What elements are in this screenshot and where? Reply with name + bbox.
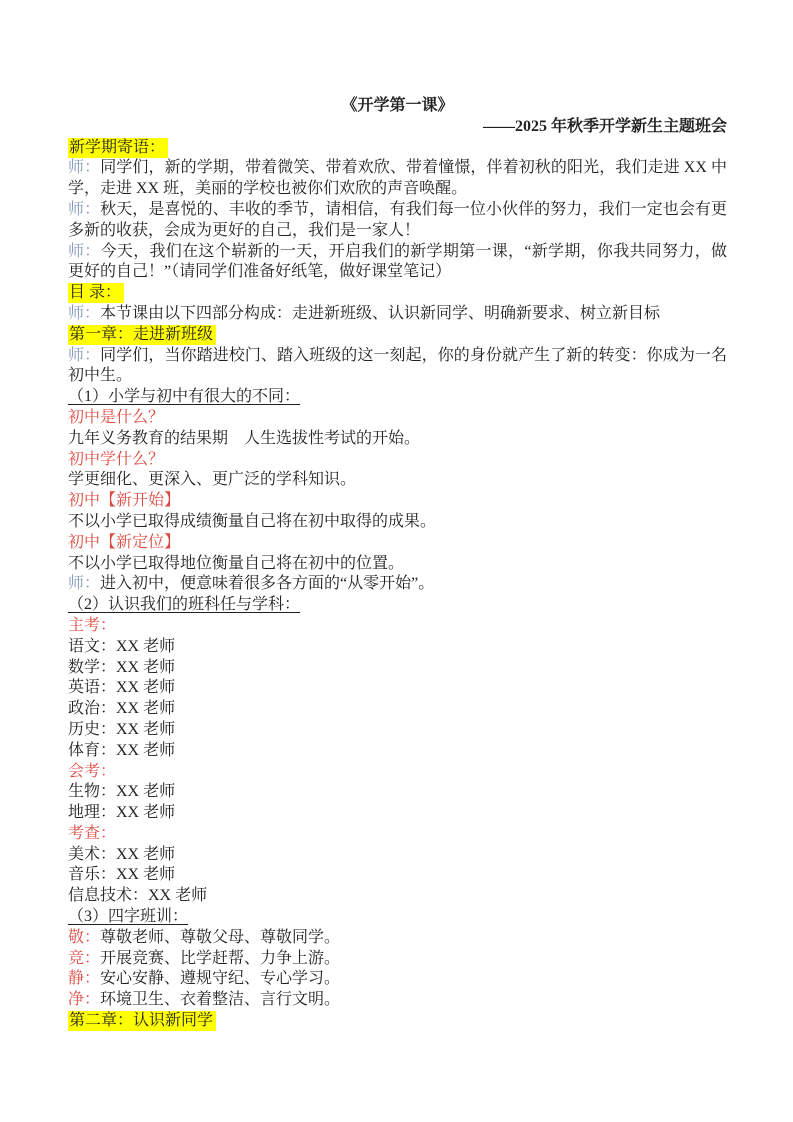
paragraph-plain: 信息技术：XX 老师	[68, 887, 208, 905]
motto-label: 敬：	[68, 928, 101, 946]
paragraph-plain: 数学：XX 老师	[68, 658, 176, 676]
paragraph-plain: 地理：XX 老师	[68, 804, 176, 822]
paragraph-highlight	[68, 138, 727, 159]
speaker-label: 师：	[68, 304, 101, 322]
paragraph-motto	[68, 990, 727, 1011]
motto-label: 净：	[68, 991, 101, 1009]
paragraph-red: 考查：	[68, 824, 117, 842]
speaker-label: 师：	[68, 346, 101, 364]
paragraph-red: 初中学什么？	[68, 450, 165, 468]
paragraph-plain: 语文：XX 老师	[68, 637, 176, 655]
paragraph-red: 主考：	[68, 616, 117, 634]
speaker-label: 师：	[68, 200, 101, 218]
paragraph-underline	[68, 907, 727, 928]
paragraph-underline	[68, 595, 727, 616]
highlighted-heading: 新学期寄语：	[68, 138, 168, 158]
paragraph-text: 安心安静、遵规守纪、专心学习。	[100, 970, 341, 988]
paragraph-speech	[68, 574, 727, 595]
paragraph-red: 初中【新开始】	[68, 492, 181, 510]
paragraph-speech	[68, 200, 727, 242]
paragraph-motto	[68, 969, 727, 990]
motto-label: 静：	[68, 970, 101, 988]
paragraph-text: 进入初中，便意味着很多各方面的“从零开始”。	[100, 575, 435, 593]
paragraph-highlight	[68, 325, 727, 346]
paragraph-speech	[68, 346, 727, 388]
paragraph-highlight	[68, 283, 727, 304]
speaker-label: 师：	[68, 159, 101, 177]
paragraph-speech	[68, 242, 727, 284]
paragraph-highlight	[68, 1011, 727, 1032]
paragraph-motto	[68, 949, 727, 970]
paragraph-plain: 历史：XX 老师	[68, 720, 176, 738]
paragraph-text: 开展竞赛、比学赶帮、力争上游。	[100, 949, 341, 967]
underlined-heading: （3）四字班训：	[68, 908, 189, 926]
speaker-label: 师：	[68, 242, 101, 260]
paragraph-text: 同学们，当你踏进校门、踏入班级的这一刻起，你的身份就产生了新的转变：你成为一名初中生。	[68, 346, 727, 385]
document-body	[68, 138, 727, 1032]
paragraph-plain: 不以小学已取得地位衡量自己将在初中的位置。	[68, 554, 405, 572]
highlighted-heading: 第二章：认识新同学	[68, 1011, 216, 1031]
paragraph-plain: 不以小学已取得成绩衡量自己将在初中取得的成果。	[68, 512, 437, 530]
paragraph-speech	[68, 158, 727, 200]
paragraph-plain: 学更细化、更深入、更广泛的学科知识。	[68, 471, 357, 489]
paragraph-plain: 政治：XX 老师	[68, 700, 176, 718]
highlighted-heading: 目 录：	[68, 283, 124, 303]
paragraph-underline	[68, 387, 727, 408]
paragraph-plain: 英语：XX 老师	[68, 679, 176, 697]
paragraph-plain: 生物：XX 老师	[68, 783, 176, 801]
paragraph-text: 本节课由以下四部分构成：走进新班级、认识新同学、明确新要求、树立新目标	[100, 304, 661, 322]
paragraph-plain: 美术：XX 老师	[68, 845, 176, 863]
underlined-heading: （1）小学与初中有很大的不同：	[68, 388, 301, 406]
speaker-label: 师：	[68, 575, 101, 593]
paragraph-plain: 九年义务教育的结果期 人生选拔性考试的开始。	[68, 429, 421, 447]
underlined-heading: （2）认识我们的班科任与学科：	[68, 596, 301, 614]
paragraph-red: 会考：	[68, 762, 117, 780]
paragraph-text: 尊敬老师、尊敬父母、尊敬同学。	[100, 928, 341, 946]
paragraph-speech	[68, 304, 727, 325]
paragraph-text: 环境卫生、衣着整洁、言行文明。	[100, 991, 341, 1009]
document-subtitle: ——2025 年秋季开学新生主题班会	[482, 117, 727, 135]
paragraph-text: 同学们，新的学期，带着微笑、带着欢欣、带着憧憬，伴着初秋的阳光，我们走进 XX 中学，走进 XX 班，美丽的学校也被你们欢欣的声音唤醒。	[68, 159, 727, 198]
paragraph-plain: 音乐：XX 老师	[68, 866, 176, 884]
paragraph-text: 秋天，是喜悦的、丰收的季节，请相信，有我们每一位小伙伴的努力，我们一定也会有更多新的收获，会成为更好的自己，我们是一家人！	[68, 200, 727, 239]
paragraph-red: 初中【新定位】	[68, 533, 181, 551]
paragraph-text: 今天，我们在这个崭新的一天，开启我们的新学期第一课，“新学期，你我共同努力，做更好的自己！”（请同学们准备好纸笔，做好课堂笔记）	[68, 242, 727, 281]
highlighted-heading: 第一章：走进新班级	[68, 325, 216, 345]
motto-label: 竞：	[68, 949, 101, 967]
document-title: 《开学第一课》	[341, 97, 454, 114]
paragraph-plain: 体育：XX 老师	[68, 741, 176, 759]
paragraph-motto	[68, 928, 727, 949]
paragraph-red: 初中是什么？	[68, 408, 165, 426]
